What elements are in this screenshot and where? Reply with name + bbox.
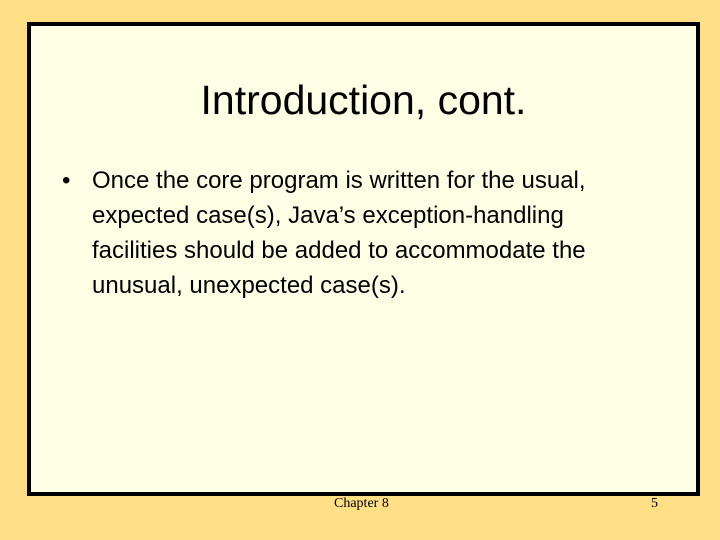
bullet-item [62,163,627,303]
slide-frame [27,22,700,496]
bullet-text: Once the core program is written for the usual, expected case(s), Java’s exception-handling facilities should be added to accommodate the unusual, unexpected case(s). [92,167,586,299]
footer-chapter-label: Chapter 8 [334,496,389,511]
footer-page-number: 5 [651,496,658,511]
bullet-marker: • [62,167,71,194]
slide-title: Introduction, cont. [200,77,527,123]
